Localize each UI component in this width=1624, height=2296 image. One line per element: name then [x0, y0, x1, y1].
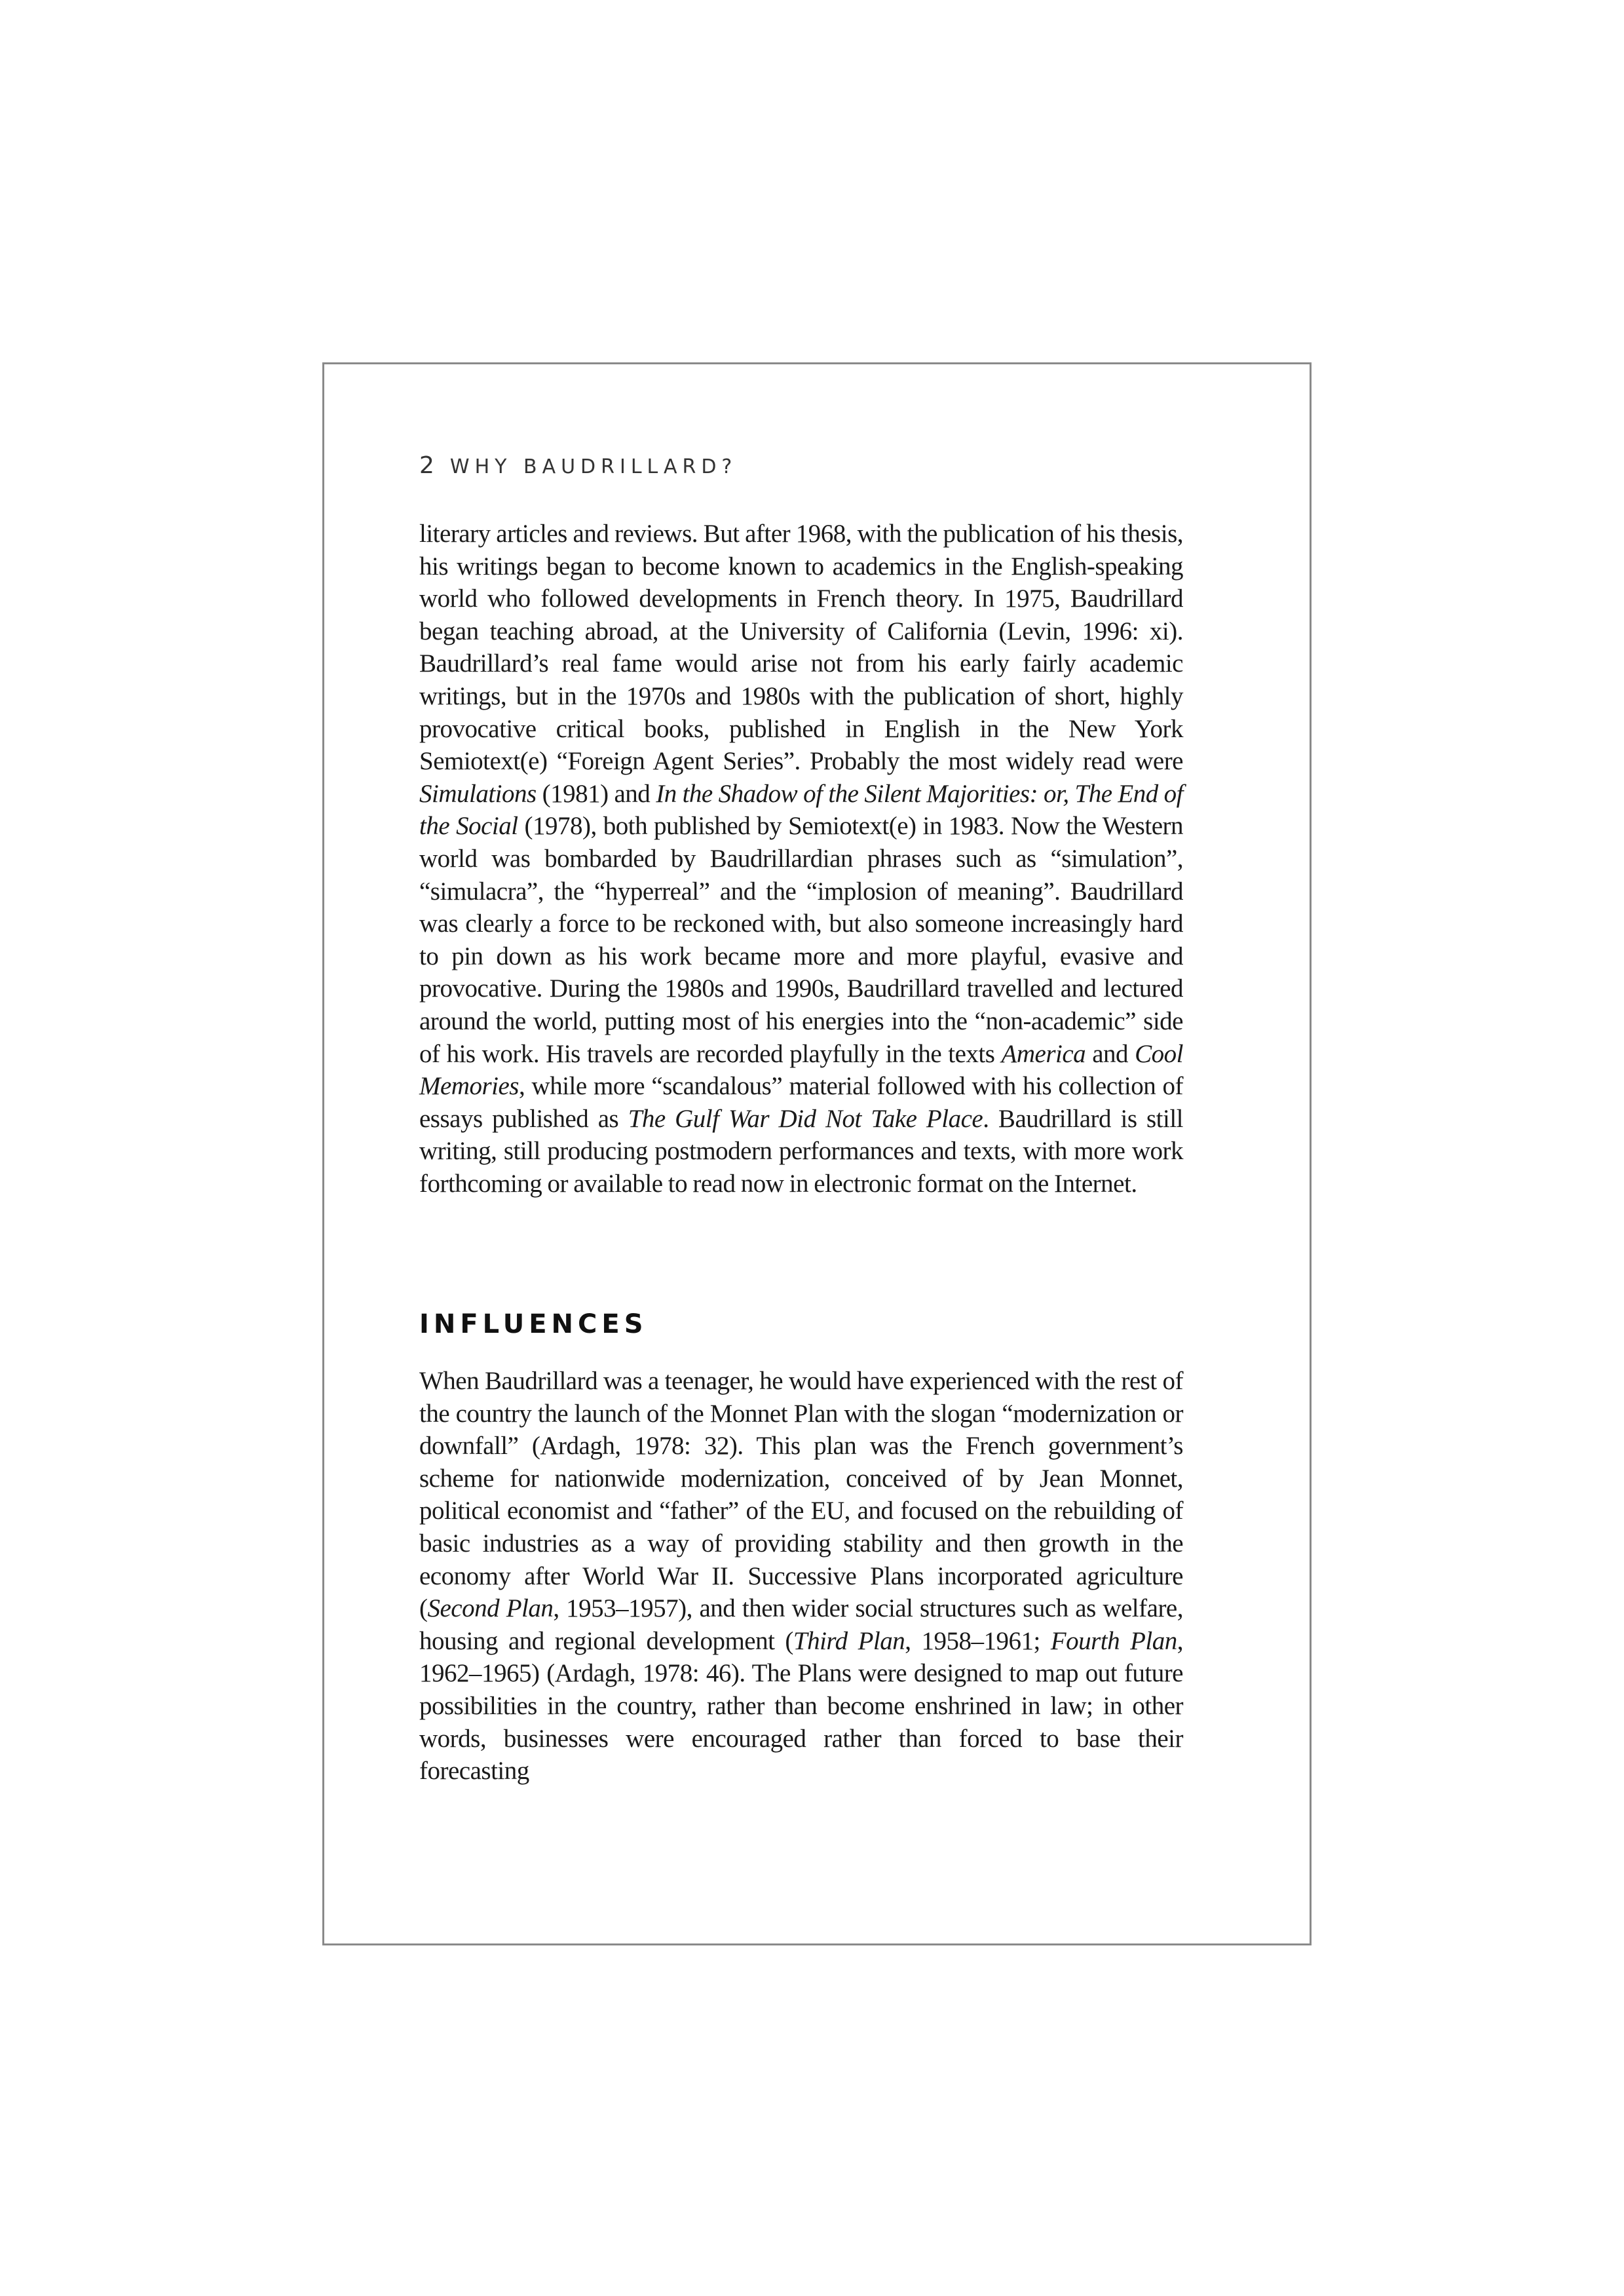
section-heading-influences: INFLUENCES	[419, 1309, 648, 1339]
text-run: and	[1086, 1039, 1135, 1068]
body-paragraph-2	[419, 1365, 1183, 1788]
book-title: In the Shadow of the Silent Majorities: or, The End of the Social	[419, 779, 1183, 841]
running-header	[419, 452, 737, 485]
text-run: literary articles and reviews. But after 1968, with the publication of his thesis, his writings began to become known to academics in the English-speaking world who followed developments in French theory. In 1975, Baudrillard began teaching abroad, at the University of California (Levin, 1996: xi). Baudrillard’s real fame would arise not from his early fairly academic writings, but in the 1970s and 1980s with the publication of short, highly provocative critical books, published in English in the New York Semiotext(e) “Foreign Agent Series”. Probably the most widely read were	[419, 520, 1183, 776]
text-run: , 1958–1961;	[905, 1626, 1051, 1655]
page-number: 2	[419, 452, 434, 479]
plan-title: Second Plan	[427, 1594, 554, 1623]
running-title: WHY BAUDRILLARD?	[449, 455, 738, 478]
text-run: . Baudrillard is still writing, still producing postmodern performances and texts, with more work forthcoming or available to read now in electronic format on the Internet.	[419, 1104, 1183, 1198]
text-run: , 1962–1965) (Ardagh, 1978: 46). The Plans were designed to map out future possibilities in the country, rather than become enshrined in law; in other words, businesses were encouraged rather than forced to base their forecasting	[419, 1626, 1184, 1786]
body-paragraph-1	[419, 518, 1183, 1200]
text-run: , 1953–1957), and then wider social structures such as welfare, housing and regional development (	[419, 1594, 1183, 1655]
book-title: Simulations	[419, 779, 537, 808]
plan-title: Third Plan	[793, 1626, 905, 1655]
text-run: , while more “scandalous” material followed with his collection of essays published as	[419, 1072, 1183, 1133]
text-run: (1981) and	[536, 779, 656, 808]
plan-title: Fourth Plan	[1050, 1626, 1177, 1655]
book-title: Cool Memories	[419, 1039, 1183, 1101]
book-title: America	[1001, 1039, 1086, 1068]
text-run: When Baudrillard was a teenager, he would have experienced with the rest of the country the launch of the Monnet Plan with the slogan “modernization or downfall” (Ardagh, 1978: 32). This plan was the French government’s scheme for nationwide modernization, conceived of by Jean Monnet, political economist and “father” of the EU, and focused on the rebuilding of basic industries as a way of providing stability and then growth in the economy after World War II. Successive Plans incorporated agriculture (	[419, 1367, 1183, 1623]
book-title: The Gulf War Did Not Take Place	[628, 1104, 983, 1133]
text-run: (1978), both published by Semiotext(e) in 1983. Now the Western world was bombarded by Baudrillardian phrases such as “simulation”, “simulacra”, the “hyperreal” and the “implosion of meaning”. Baudrillard was clearly a force to be reckoned with, but also someone increasingly hard to pin down as his work became more and more playful, evasive and provocative. During the 1980s and 1990s, Baudrillard travelled and lectured around the world, putting most of his energies into the “non-academic” side of his work. His travels are recorded playfully in the texts	[419, 812, 1183, 1068]
